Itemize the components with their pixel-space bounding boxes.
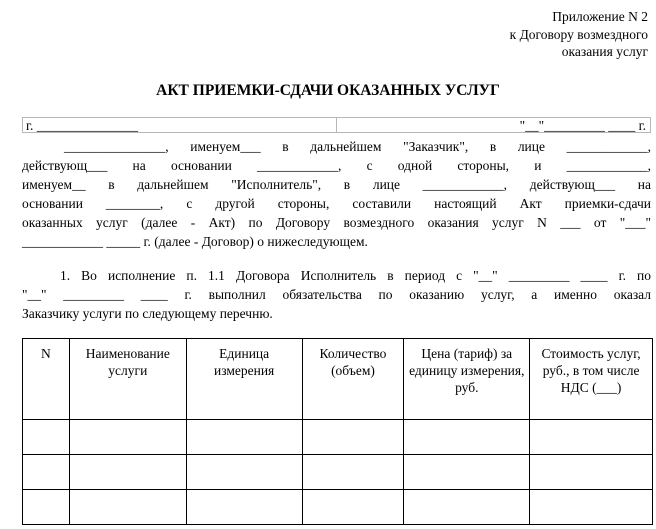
table-cell[interactable] — [530, 420, 653, 455]
table-cell[interactable] — [302, 490, 404, 525]
table-row — [23, 490, 653, 525]
paragraph-line: основании ________, с другой стороны, составили настоящий Акт приемки-сдачи — [22, 196, 651, 211]
header-quantity: Количество (объем) — [302, 339, 404, 420]
header-total-cost: Стоимость услуг, руб., в том числе НДС (___) — [530, 339, 653, 420]
place-date-row — [22, 117, 651, 133]
table-cell[interactable] — [404, 420, 530, 455]
city-field: г. _______________ — [26, 118, 139, 133]
header-service-name: Наименование услуги — [69, 339, 186, 420]
paragraph-line: 1. Во исполнение п. 1.1 Договора Исполнитель в период с "__" _________ ____ г. по — [60, 268, 651, 283]
paragraph-line: оказанных услуг (далее - Акт) по Договору возмездного оказания услуг N ___ от "___" — [22, 215, 651, 230]
date-field: "__"_________ ____ г. — [519, 118, 646, 133]
table-row — [23, 455, 653, 490]
parties-paragraph — [22, 137, 651, 251]
paragraph-line: Заказчику услуги по следующему перечню. — [22, 306, 273, 321]
paragraph-line: действующ___ на основании ____________, с одной стороны, и ____________, — [22, 158, 651, 173]
table-row — [23, 420, 653, 455]
appendix-line-2: к Договору возмездного — [509, 26, 648, 42]
table-cell[interactable] — [530, 490, 653, 525]
paragraph-line: именуем__ в дальнейшем "Исполнитель", в лице ____________, действующ___ на — [22, 177, 651, 192]
appendix-header — [510, 8, 648, 61]
table-cell[interactable] — [404, 490, 530, 525]
appendix-line-3: оказания услуг — [561, 44, 648, 59]
table-cell[interactable] — [23, 420, 70, 455]
header-number: N — [23, 339, 70, 420]
services-table — [22, 338, 653, 525]
table-cell[interactable] — [23, 455, 70, 490]
table-cell[interactable] — [186, 420, 302, 455]
table-cell[interactable] — [69, 490, 186, 525]
paragraph-line: _______________, именуем___ в дальнейшем "Заказчик", в лице ____________, — [64, 139, 651, 154]
table-cell[interactable] — [186, 455, 302, 490]
header-unit: Единица измерения — [186, 339, 302, 420]
table-cell[interactable] — [302, 455, 404, 490]
table-header-row — [23, 339, 653, 420]
clause-1-paragraph — [22, 266, 651, 323]
appendix-line-1: Приложение N 2 — [552, 9, 648, 24]
table-cell[interactable] — [69, 420, 186, 455]
table-cell[interactable] — [404, 455, 530, 490]
document-title: АКТ ПРИЕМКИ-СДАЧИ ОКАЗАННЫХ УСЛУГ — [156, 82, 500, 99]
table-cell[interactable] — [302, 420, 404, 455]
table-cell[interactable] — [530, 455, 653, 490]
paragraph-line: ____________ _____ г. (далее - Договор) о нижеследующем. — [22, 234, 368, 249]
paragraph-line: "__" _________ ____ г. выполнил обязательства по оказанию услуг, а именно оказал — [22, 287, 651, 302]
table-cell[interactable] — [23, 490, 70, 525]
table-cell[interactable] — [69, 455, 186, 490]
place-date-divider — [336, 118, 337, 132]
table-cell[interactable] — [186, 490, 302, 525]
header-unit-price: Цена (тариф) за единицу измерения, руб. — [404, 339, 530, 420]
